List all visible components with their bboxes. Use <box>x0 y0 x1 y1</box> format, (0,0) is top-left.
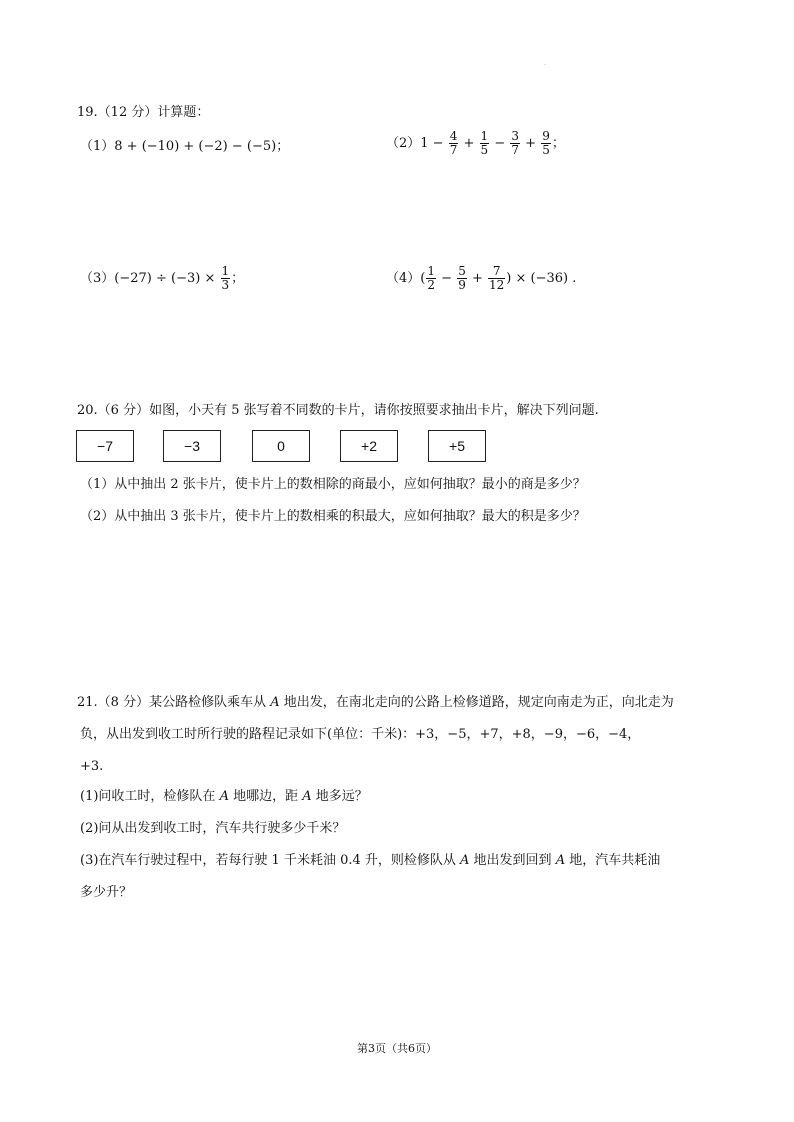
q19-part1: （1）8 + (−10) + (−2) − (−5)； <box>80 139 290 154</box>
point-variable: A <box>460 853 470 868</box>
operator: − <box>494 136 506 152</box>
point-variable: A <box>219 789 229 804</box>
fraction: $\frac{3}{7}$ <box>511 129 520 158</box>
point-variable: A <box>555 853 566 868</box>
part-label: （2） <box>386 136 421 152</box>
expr-text: 1 − <box>420 136 444 152</box>
number-card: +2 <box>340 430 398 462</box>
fraction: $\frac{1}{5}$ <box>480 129 489 158</box>
expr-text: ) × (−36) . <box>506 271 577 287</box>
q21-sub3: (3)在汽车行驶过程中，若每行驶 1 千米耗油 0.4 升，则检修队从 A 地出发到回到 A 地，汽车共耗油 <box>80 853 661 868</box>
fraction: $\frac{1}{2}$ <box>427 264 435 293</box>
point-variable: A <box>270 695 280 710</box>
number-card: −7 <box>76 430 134 462</box>
fraction: $\frac{7}{12}$ <box>489 264 505 293</box>
fraction: $\frac{4}{7}$ <box>449 129 458 158</box>
q21-sub3-cont: 多少升？ <box>80 885 133 900</box>
page-footer: 第3页（共6页） <box>357 1042 437 1055</box>
number-card: +5 <box>428 430 486 462</box>
q21-line2: 负，从出发到收工时所行驶的路程记录如下(单位：千米)：+3，−5，+7，+8，−9，−6，−4， <box>80 727 641 742</box>
q19-part2 <box>386 130 565 157</box>
punct: ； <box>231 271 245 287</box>
expr-text: (−27) ÷ (−3) × <box>114 271 216 287</box>
number-card: −3 <box>163 430 221 462</box>
part-label: （3） <box>80 271 115 287</box>
q19-title: 19.（12 分）计算题： <box>77 105 210 120</box>
q21-sub1: (1)问收工时，检修队在 A 地哪边，距 A 地多远？ <box>80 789 368 804</box>
fraction: $\frac{9}{5}$ <box>542 129 550 158</box>
q21-line3: +3. <box>80 759 104 774</box>
page-mark: · <box>544 62 546 69</box>
q21-sub2: (2)问从出发到收工时，汽车共行驶多少千米？ <box>80 821 346 836</box>
expr-text: ( <box>420 271 426 287</box>
q21-line1: 21.（8 分）某公路检修队乘车从 A 地出发，在南北走向的公路上检修道路，规定向南走为正，向北走为 <box>77 695 674 710</box>
fraction: $\frac{1}{3}$ <box>221 264 230 293</box>
q20-title: 20.（6 分）如图，小天有 5 张写着不同数的卡片，请你按照要求抽出卡片，解决下列问题. <box>77 403 599 418</box>
q20-sub1: （1）从中抽出 2 张卡片，使卡片上的数相除的商最小，应如何抽取？最小的商是多少？ <box>80 477 586 492</box>
punct: ； <box>551 136 565 152</box>
fraction: $\frac{5}{9}$ <box>458 264 466 293</box>
operator: + <box>471 271 483 287</box>
q19-part3 <box>80 265 244 292</box>
operator: + <box>463 136 475 152</box>
q20-sub2: （2）从中抽出 3 张卡片，使卡片上的数相乘的积最大，应如何抽取？最大的积是多少？ <box>80 509 586 524</box>
operator: + <box>525 136 537 152</box>
q19-part4 <box>386 265 576 292</box>
operator: − <box>441 271 453 287</box>
number-card: 0 <box>252 430 310 462</box>
point-variable: A <box>302 789 312 804</box>
part-label: （4） <box>386 271 421 287</box>
